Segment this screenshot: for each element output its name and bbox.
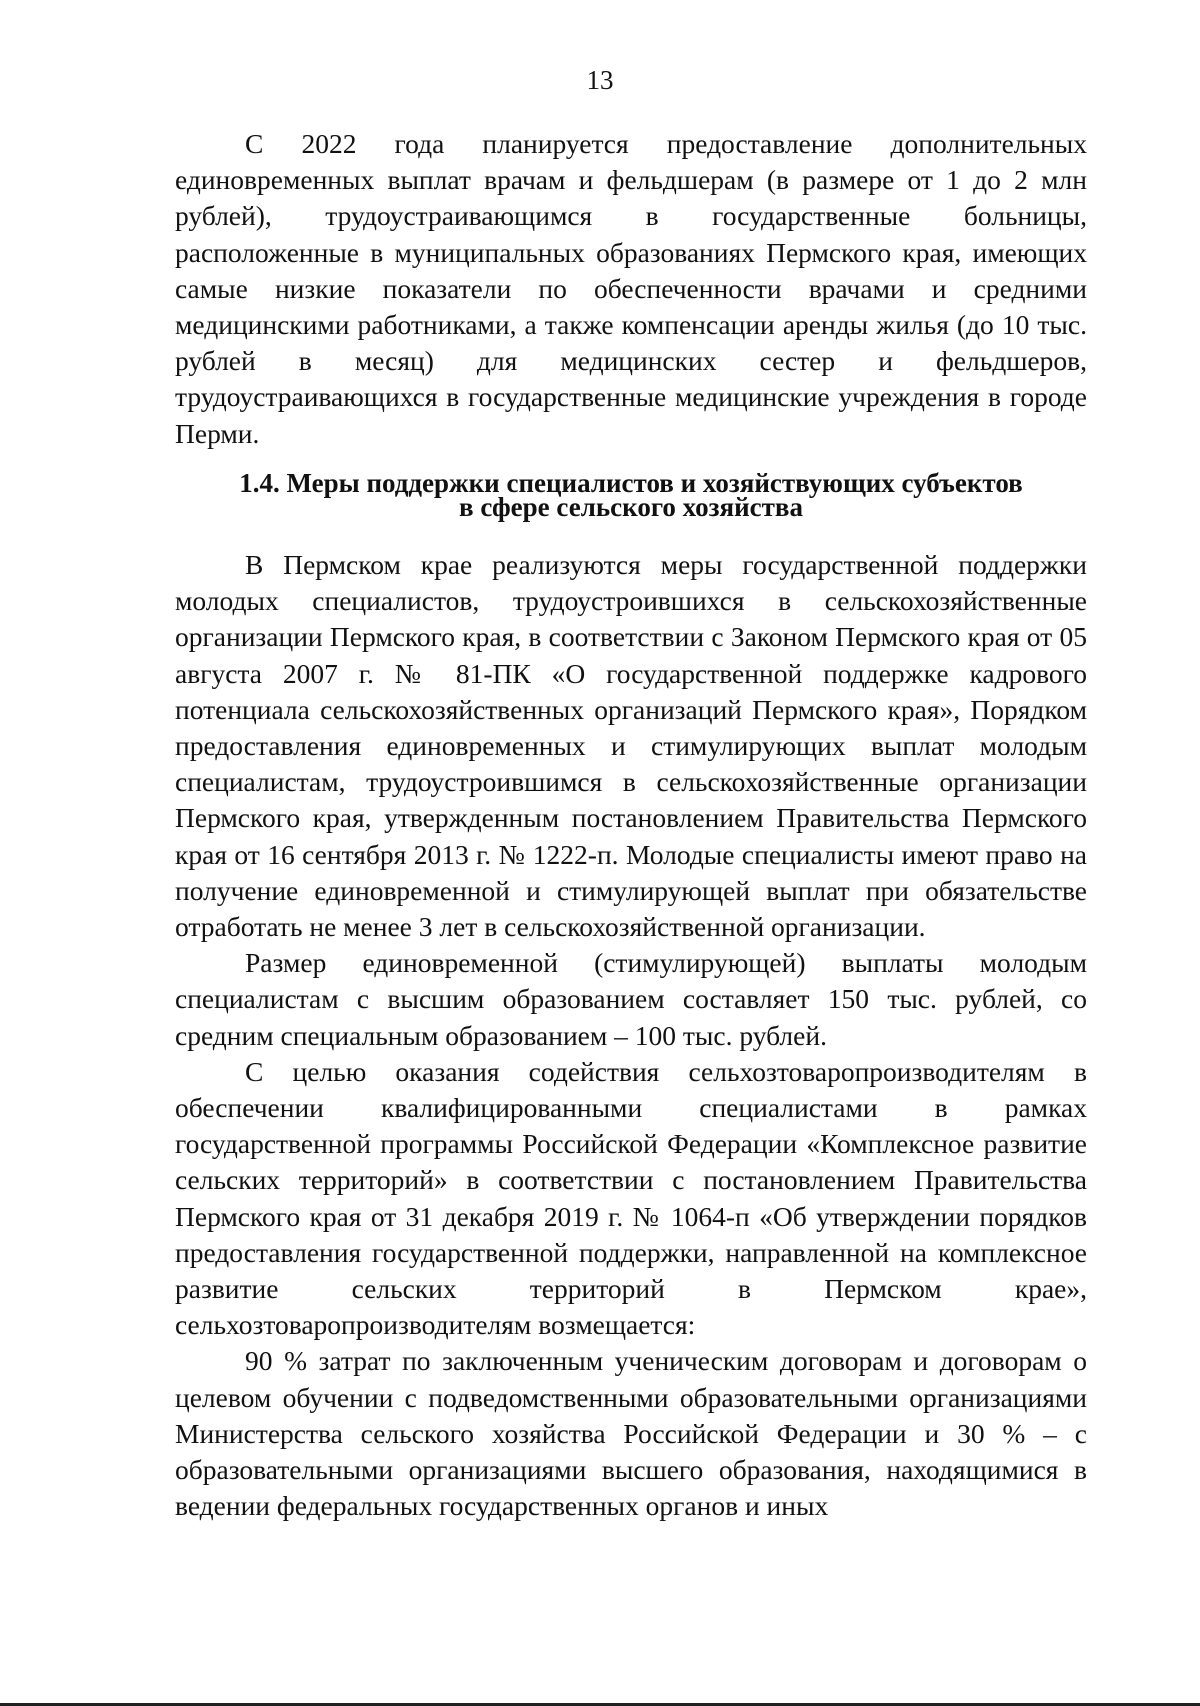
paragraph-payment-amounts: Размер единовременной (стимулирующей) выплаты молодым специалистам с высшим образованием составляет 150 тыс. рублей, со средним специальным образованием – 100 тыс. рублей.: [175, 947, 1087, 1051]
paragraph-training-cost-reimbursement: 90 % затрат по заключенным ученическим договорам и договорам о целевом обучении с подведомственными образовательными организациями Министерства сельского хозяйства Российской Федерации и 30 % – с образовательными организациями высшего образования, находящимися в ведении федеральных государственных органов и иных: [175, 1345, 1087, 1522]
section-heading-line-1: 1.4. Меры поддержки специалистов и хозяйствующих субъектов: [239, 468, 1023, 498]
section-1-4-body: [175, 547, 1087, 1524]
paragraph-young-specialists-support: В Пермском крае реализуются меры государственной поддержки молодых специалистов, трудоустроившихся в сельскохозяйственные организации Пермского края, в соответствии с Законом Пермского края от 05 августа 2007 г. № 81-ПК «О государственной поддержке кадрового потенциала сельскохозяйственных организаций Пермского края», Порядком предоставления единовременных и стимулирующих выплат молодым специалистам, трудоустроившимся в сельскохозяйственные организации Пермского края, утвержденным постановлением Правительства Пермского края от 16 сентября 2013 г. № 1222-п. Молодые специалисты имеют право на получение единовременной и стимулирующей выплат при обязательстве отработать не менее 3 лет в сельскохозяйственной организации.: [175, 549, 1087, 943]
section-heading-1-4: [175, 468, 1087, 522]
section-1-3-tail: [175, 126, 1087, 452]
section-heading-line-2: в сфере сельского хозяйства: [459, 492, 803, 522]
paragraph-agricultural-producers: С целью оказания содействия сельхозтоваропроизводителям в обеспечении квалифицированными специалистами в рамках государственной программы Российской Федерации «Комплексное развитие сельских территорий» в соответствии с постановлением Правительства Пермского края от 31 декабря 2019 г. № 1064-п «Об утверждении порядков предоставления государственной поддержки, направленной на комплексное развитие сельских территорий в Пермском крае», сельхозтоваропроизводителям возмещается:: [175, 1055, 1087, 1341]
paragraph-doctor-payments: С 2022 года планируется предоставление дополнительных единовременных выплат врачам и фельдшерам (в размере от 1 до 2 млн рублей), трудоустраивающимся в государственные больницы, расположенные в муниципальных образованиях Пермского края, имеющих самые низкие показатели по обеспеченности врачами и средними медицинскими работниками, а также компенсации аренды жилья (до 10 тыс. рублей в месяц) для медицинских сестер и фельдшеров, трудоустраивающихся в государственные медицинские учреждения в городе Перми.: [175, 128, 1087, 449]
page-number: 13: [586, 65, 614, 95]
